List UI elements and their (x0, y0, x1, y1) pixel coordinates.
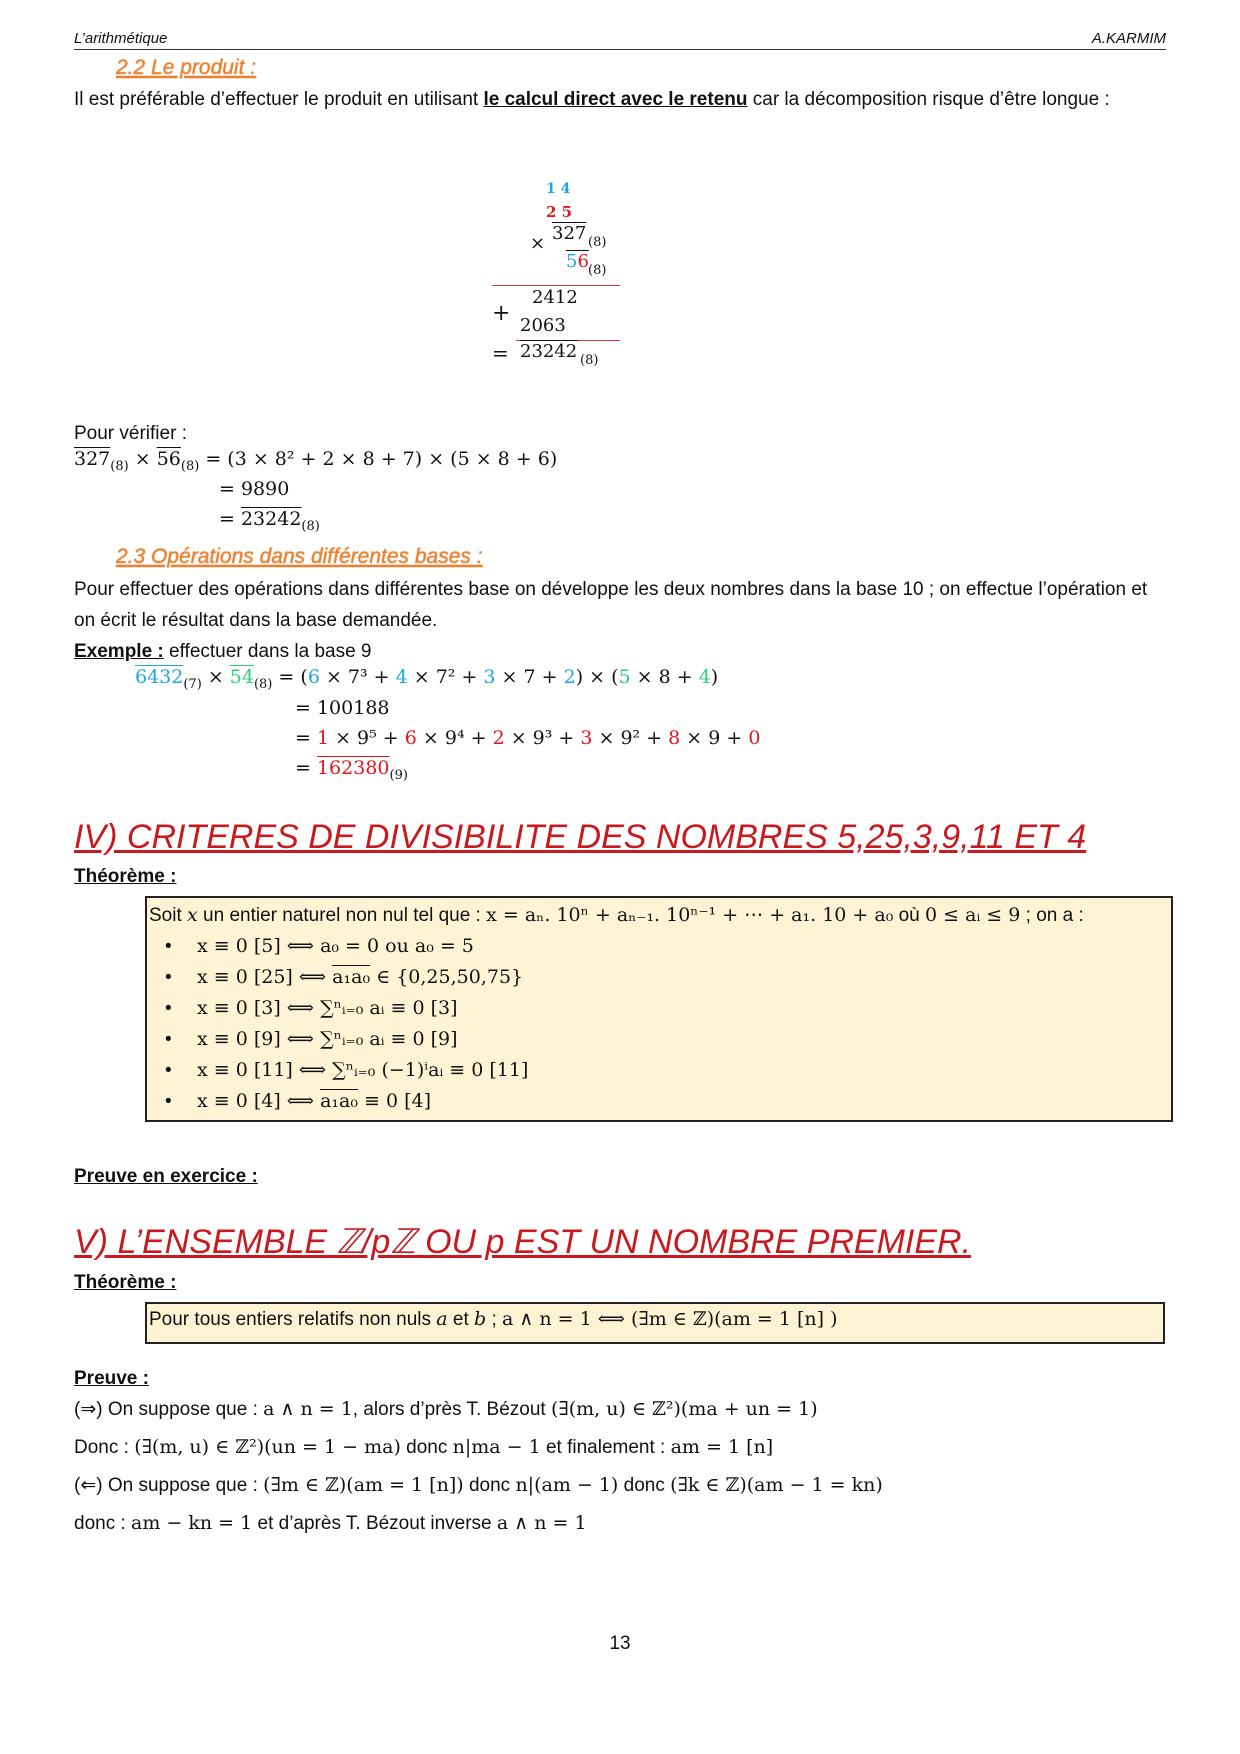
example-label: Exemple : (74, 641, 164, 662)
header-rule (74, 49, 1166, 50)
example-line (74, 636, 1169, 667)
carry-top: 1 4 (546, 181, 571, 197)
example-line-1: $6432_{(7)} \times 54_{(8)} = (6 \times 7^3 + 4 \times 7^2 + 3 \times 7 + 2) \times (5 \times 8 + 4)$ (135, 666, 719, 692)
header-left: L’arithmétique (74, 30, 168, 47)
criterion-item: • x ≡ 0 [3] ⟺ ∑ⁿᵢ₌₀ aᵢ ≡ 0 [3] (197, 993, 1171, 1024)
example-line-4: = $162380_{(9)}$ (295, 757, 408, 783)
proof-line-4: donc : am − kn = 1 et d’après T. Bézout inverse a ∧ n = 1 (74, 1512, 587, 1534)
partial-2: 2063 (520, 315, 566, 336)
example-line-3: = 1 × 9⁵ + 6 × 9⁴ + 2 × 9³ + 3 × 9² + 8 × 9 + 0 (295, 727, 761, 749)
section-4-title: IV) CRITERES DE DIVISIBILITE DES NOMBRES 5,25,3,9,11 ET 4 (74, 818, 1087, 856)
multiplication-diagram (480, 175, 650, 385)
criterion-item: • x ≡ 0 [9] ⟺ ∑ⁿᵢ₌₀ aᵢ ≡ 0 [9] (197, 1024, 1171, 1055)
verify-label: Pour vérifier : (74, 423, 187, 444)
example-text: effectuer dans la base 9 (163, 641, 372, 662)
proof-label: Preuve : (74, 1368, 149, 1389)
theorem-label-5: Théorème : (74, 1272, 177, 1293)
criterion-item: • x ≡ 0 [4] ⟺ a₁a₀ ≡ 0 [4] (197, 1086, 1171, 1117)
theorem-box-bezout (145, 1302, 1165, 1344)
verify-line-2: = 9890 (219, 478, 290, 500)
proof-line-1: (⇒) On suppose que : a ∧ n = 1, alors d’près T. Bézout (∃(m, u) ∈ ℤ²)(ma + un = 1) (74, 1398, 818, 1420)
bezout-statement: Pour tous entiers relatifs non nuls a et b ; a ∧ n = 1 ⟺ (∃m ∈ ℤ)(am = 1 [n] ) (149, 1308, 838, 1330)
verify-line-3: = $23242_{(8)}$ (219, 508, 320, 534)
proof-line-2: Donc : (∃(m, u) ∈ ℤ²)(un = 1 − ma) donc n|ma − 1 et finalement : am = 1 [n] (74, 1436, 774, 1458)
proof-line-3: (⇐) On suppose que : (∃m ∈ ℤ)(am = 1 [n]) donc n|(am − 1) donc (∃k ∈ ℤ)(am − 1 = kn) (74, 1474, 883, 1496)
intro-text-bold: le calcul direct avec le retenu (483, 89, 748, 110)
theorem-box-divisibility (145, 896, 1173, 1122)
carry-mid: 2 5 (546, 203, 573, 221)
intro-text-post: car la décomposition risque d’être longue : (747, 89, 1110, 110)
section-2-3-title: 2.3 Opérations dans différentes bases : (116, 545, 483, 568)
factor-2: 56 (566, 251, 589, 272)
page-number: 13 (609, 1633, 631, 1654)
times-sign: × (530, 233, 546, 254)
equals-sign: = (492, 341, 509, 365)
criterion-item: • x ≡ 0 [25] ⟺ a₁a₀ ∈ {0,25,50,75} (197, 962, 1171, 993)
factor-1-base: (8) (588, 235, 607, 250)
section-5-title: V) L’ENSEMBLE ℤ/pℤ OU p EST UN NOMBRE PREMIER. (74, 1223, 972, 1261)
factor-1: 327 (552, 223, 587, 244)
criterion-item: • x ≡ 0 [11] ⟺ ∑ⁿᵢ₌₀ (−1)ⁱaᵢ ≡ 0 [11] (197, 1055, 1171, 1086)
section-2-2-intro (74, 84, 1169, 115)
header-right: A.KARMIM (1091, 30, 1166, 47)
section-2-3-paragraph: Pour effectuer des opérations dans différentes base on développe les deux nombres dans la base 10 ; on effectue l’opération et on écrit le résultat dans la base demandée. (74, 579, 1148, 631)
example-line-2: = 100188 (295, 697, 390, 719)
partial-1: 2412 (532, 287, 578, 308)
plus-sign: + (492, 301, 511, 326)
result-base: (8) (580, 353, 599, 368)
verify-line-1: $327_{(8)} \times 56_{(8)} = (3 \times 8^2 + 2 \times 8 + 7) \times (5 \times 8 + 6)$ (74, 448, 558, 474)
result: 23242 (520, 341, 578, 362)
criteria-list (147, 931, 1171, 1117)
theorem-label-4: Théorème : (74, 866, 177, 887)
criterion-item: • x ≡ 0 [5] ⟺ a₀ = 0 ou a₀ = 5 (197, 931, 1171, 962)
rule-1 (492, 285, 620, 286)
proof-exercise-label: Preuve en exercice : (74, 1166, 258, 1187)
theorem-statement: Soit x un entier naturel non nul tel que : x = aₙ. 10ⁿ + aₙ₋₁. 10ⁿ⁻¹ + ⋯ + a₁. 10 + a₀ où 0 ≤ aᵢ ≤ 9 ; on a : (149, 904, 1084, 926)
section-2-2-title: 2.2 Le produit : (116, 56, 257, 79)
intro-text-pre: Il est préférable d’effectuer le produit en utilisant (74, 89, 484, 110)
factor-2-base: (8) (588, 263, 607, 278)
